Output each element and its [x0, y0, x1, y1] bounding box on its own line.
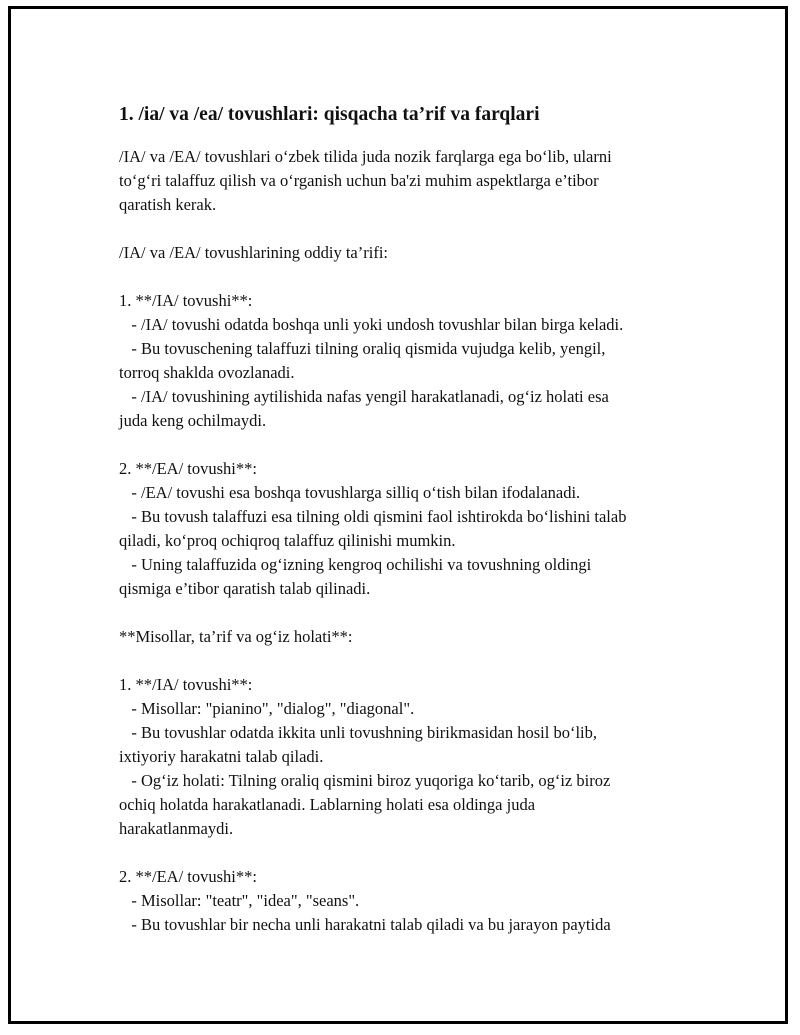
text-block	[119, 673, 709, 841]
text-line: - Uning talaffuzida og‘izning kengroq ochilishi va tovushning oldingi	[119, 555, 592, 574]
text-block	[119, 457, 709, 601]
text-line: ixtiyoriy harakatni talab qiladi.	[119, 747, 324, 766]
text-line: /IA/ va /EA/ tovushlari o‘zbek tilida juda nozik farqlarga ega bo‘lib, ularni	[119, 147, 612, 166]
document-content	[119, 99, 709, 961]
text-line: - /IA/ tovushi odatda boshqa unli yoki undosh tovushlar bilan birga keladi.	[119, 315, 624, 334]
text-line: - Misollar: "teatr", "idea", "seans".	[119, 891, 360, 910]
text-line: 1. **/IA/ tovushi**:	[119, 291, 253, 310]
text-line: - /IA/ tovushining aytilishida nafas yengil harakatlanadi, og‘iz holati esa	[119, 387, 609, 406]
text-line: - Og‘iz holati: Tilning oraliq qismini biroz yuqoriga ko‘tarib, og‘iz biroz	[119, 771, 611, 790]
text-block	[119, 865, 709, 937]
text-line: to‘g‘ri talaffuz qilish va o‘rganish uchun ba'zi muhim aspektlarga e’tibor	[119, 171, 599, 190]
text-line: juda keng ochilmaydi.	[119, 411, 267, 430]
text-block	[119, 145, 709, 217]
text-line: - Misollar: "pianino", "dialog", "diagonal".	[119, 699, 415, 718]
text-line: qiladi, ko‘proq ochiqroq talaffuz qilinishi mumkin.	[119, 531, 456, 550]
text-line: - Bu tovushlar bir necha unli harakatni talab qiladi va bu jarayon paytida	[119, 915, 611, 934]
text-line: 2. **/EA/ tovushi**:	[119, 459, 257, 478]
text-line: - Bu tovushlar odatda ikkita unli tovushning birikmasidan hosil bo‘lib,	[119, 723, 598, 742]
text-line: 2. **/EA/ tovushi**:	[119, 867, 257, 886]
text-line: torroq shaklda ovozlanadi.	[119, 363, 295, 382]
text-line: ochiq holatda harakatlanadi. Lablarning holati esa oldinga juda	[119, 795, 536, 814]
text-block	[119, 289, 709, 433]
text-line: - Bu tovuschening talaffuzi tilning oraliq qismida vujudga kelib, yengil,	[119, 339, 606, 358]
text-line: qismiga e’tibor qaratish talab qilinadi.	[119, 579, 371, 598]
document-page	[8, 6, 788, 1024]
text-line: qaratish kerak.	[119, 195, 217, 214]
text-block	[119, 625, 709, 649]
section-title: 1. /ia/ va /ea/ tovushlari: qisqacha ta’rif va farqlari	[119, 104, 540, 125]
text-line: - Bu tovush talaffuzi esa tilning oldi qismini faol ishtirokda bo‘lishini talab	[119, 507, 627, 526]
text-line: - /EA/ tovushi esa boshqa tovushlarga silliq o‘tish bilan ifodalanadi.	[119, 483, 581, 502]
text-line: /IA/ va /EA/ tovushlarining oddiy ta’rifi:	[119, 243, 388, 262]
document-body	[119, 145, 709, 937]
text-block	[119, 241, 709, 265]
text-line: **Misollar, ta’rif va og‘iz holati**:	[119, 627, 353, 646]
text-line: 1. **/IA/ tovushi**:	[119, 675, 253, 694]
text-line: harakatlanmaydi.	[119, 819, 234, 838]
